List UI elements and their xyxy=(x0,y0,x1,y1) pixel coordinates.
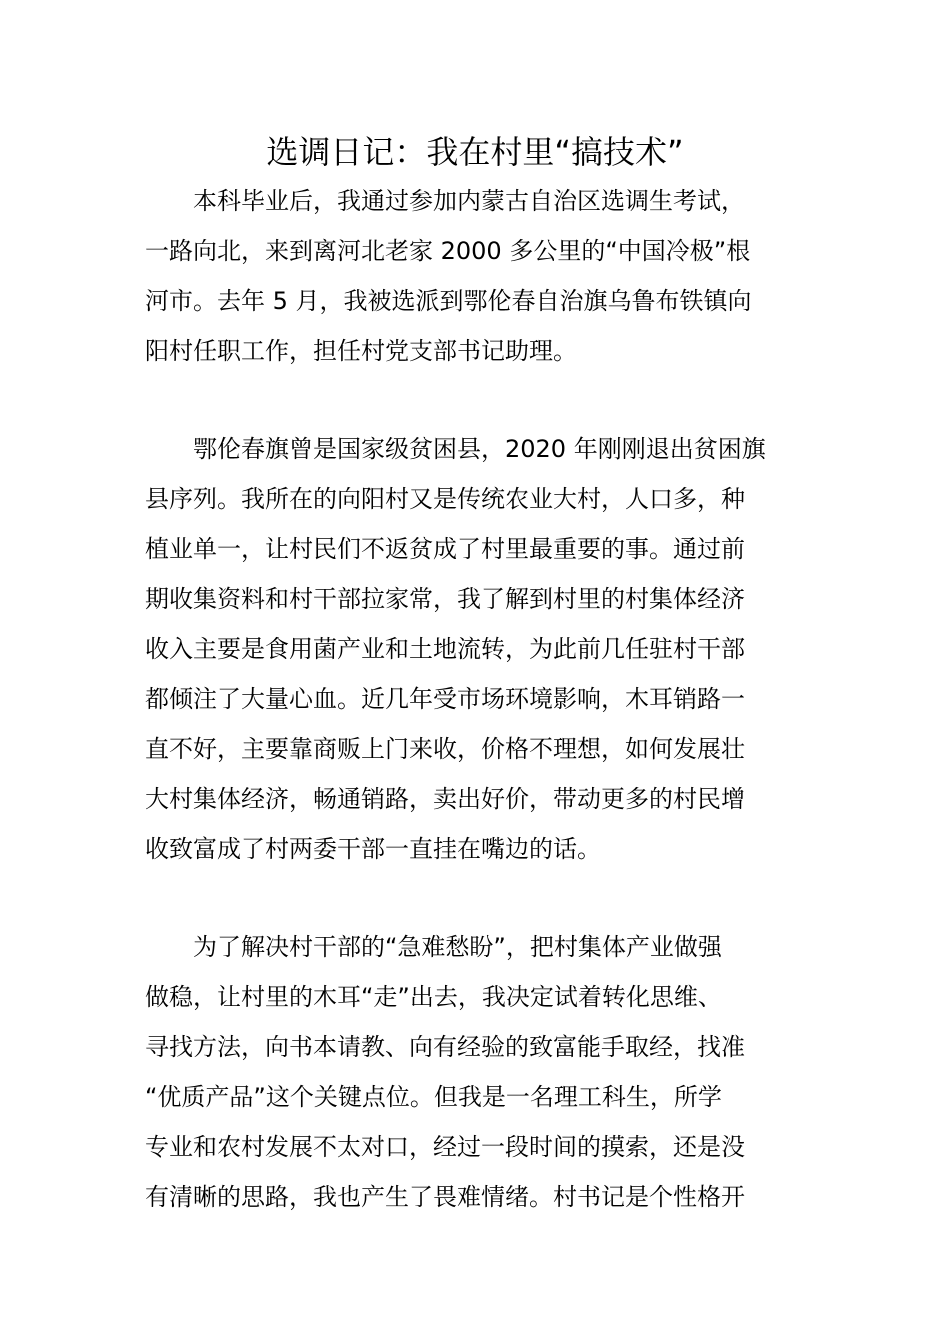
paragraph-line: 鄂伦春旗曾是国家级贫困县，2020 年刚刚退出贫困旗 xyxy=(145,435,766,463)
paragraph-line: 寻找方法，向书本请教、向有经验的致富能手取经，找准 xyxy=(145,1033,745,1061)
paragraph-line: 一路向北，来到离河北老家 2000 多公里的“中国冷极”根 xyxy=(145,237,751,265)
paragraph-line: 植业单一，让村民们不返贫成了村里最重要的事。通过前 xyxy=(145,535,745,563)
paragraph-line: 有清晰的思路，我也产生了畏难情绪。村书记是个性格开 xyxy=(145,1183,745,1211)
paragraph-2 xyxy=(145,424,807,874)
paragraph-line: 大村集体经济，畅通销路，卖出好价，带动更多的村民增 xyxy=(145,785,745,813)
paragraph-line: “优质产品”这个关键点位。但我是一名理工科生，所学 xyxy=(145,1083,722,1111)
paragraph-line: 阳村任职工作，担任村党支部书记助理。 xyxy=(145,337,577,365)
paragraph-line: 都倾注了大量心血。近几年受市场环境影响，木耳销路一 xyxy=(145,685,745,713)
paragraph-1 xyxy=(145,176,807,376)
paragraph-line: 河市。去年 5 月，我被选派到鄂伦春自治旗乌鲁布铁镇向 xyxy=(145,287,752,315)
paragraph-line: 直不好，主要靠商贩上门来收，价格不理想，如何发展壮 xyxy=(145,735,745,763)
paragraph-line: 为了解决村干部的“急难愁盼”，把村集体产业做强 xyxy=(145,933,722,961)
paragraph-line: 本科毕业后，我通过参加内蒙古自治区选调生考试， xyxy=(145,187,745,215)
document-title: 选调日记：我在村里“搞技术” xyxy=(266,133,684,171)
paragraph-line: 县序列。我所在的向阳村又是传统农业大村，人口多，种 xyxy=(145,485,745,513)
paragraph-3 xyxy=(145,922,807,1222)
paragraph-line: 收致富成了村两委干部一直挂在嘴边的话。 xyxy=(145,835,601,863)
paragraph-line: 做稳，让村里的木耳“走”出去，我决定试着转化思维、 xyxy=(145,983,722,1011)
paragraph-line: 专业和农村发展不太对口，经过一段时间的摸索，还是没 xyxy=(145,1133,745,1161)
paragraph-line: 收入主要是食用菌产业和土地流转，为此前几任驻村干部 xyxy=(145,635,745,663)
paragraph-line: 期收集资料和村干部拉家常，我了解到村里的村集体经济 xyxy=(145,585,745,613)
